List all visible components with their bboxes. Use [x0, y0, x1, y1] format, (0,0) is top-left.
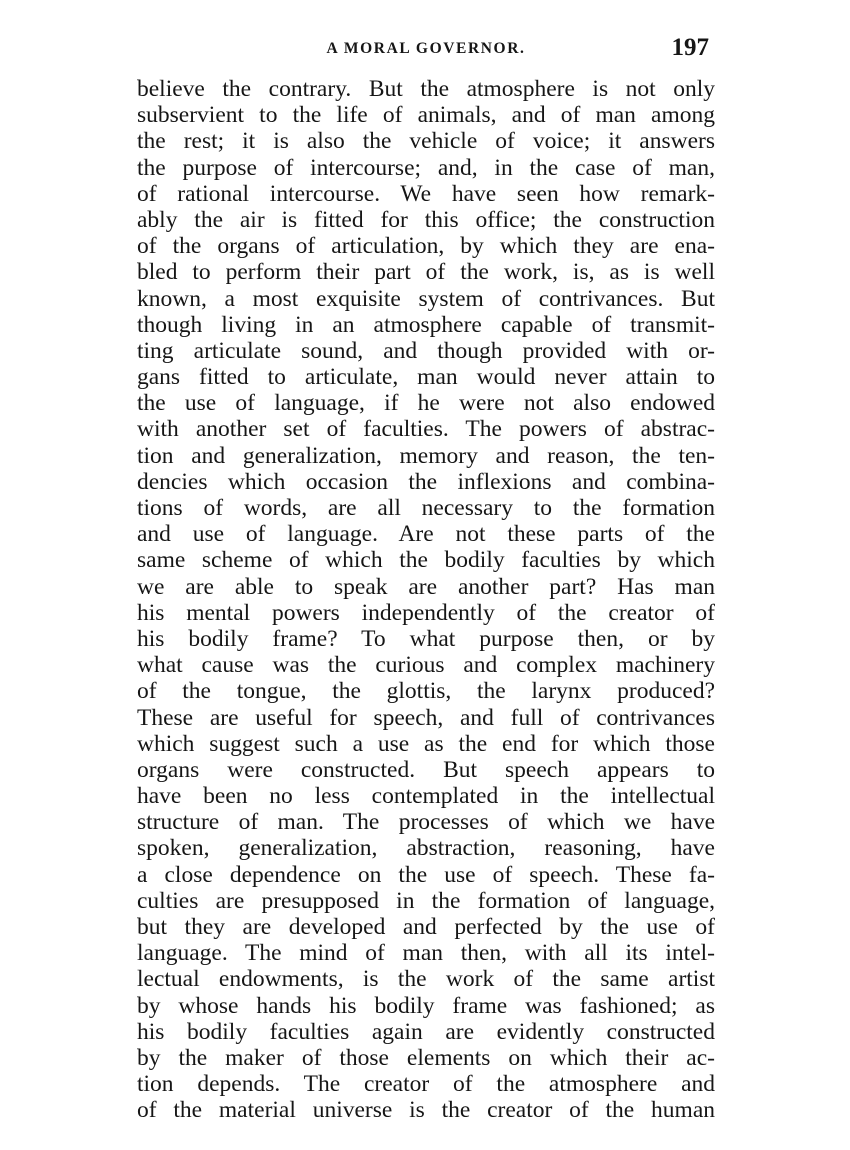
text-line: of the tongue, the glottis, the larynx produced?: [137, 678, 715, 705]
text-line: the use of language, if he were not also endowed: [137, 390, 715, 417]
text-line: known, a most exquisite system of contrivances. But: [137, 285, 715, 312]
text-line: language. The mind of man then, with all its intel-: [137, 940, 715, 967]
text-line: of the material universe is the creator of the human: [137, 1097, 715, 1124]
body-text: [137, 76, 715, 1124]
text-line: lectual endowments, is the work of the same artist: [137, 966, 715, 993]
text-line: his mental powers independently of the creator of: [137, 599, 715, 626]
text-line: tions of words, are all necessary to the formation: [137, 495, 715, 521]
text-line: of the organs of articulation, by which they are ena-: [137, 233, 715, 260]
text-line: These are useful for speech, and full of contrivances: [137, 704, 715, 731]
text-line: we are able to speak are another part? Has man: [137, 573, 715, 600]
text-line: same scheme of which the bodily faculties by which: [137, 547, 715, 574]
text-line: the rest; it is also the vehicle of voice; it answers: [137, 128, 715, 155]
text-line: bled to perform their part of the work, is, as is well: [137, 259, 715, 286]
text-line: his bodily frame? To what purpose then, or by: [137, 625, 715, 652]
text-line: with another set of faculties. The powers of abstrac-: [137, 416, 715, 443]
text-line: culties are presupposed in the formation of language,: [137, 887, 715, 914]
text-line: of rational intercourse. We have seen how remark-: [137, 180, 715, 207]
running-title: A MORAL GOVERNOR.: [326, 40, 526, 57]
text-line: have been no less contemplated in the intellectual: [137, 783, 715, 810]
text-line: spoken, generalization, abstraction, reasoning, have: [137, 835, 715, 862]
text-line: subservient to the life of animals, and of man among: [137, 102, 715, 129]
text-line: by whose hands his bodily frame was fashioned; as: [137, 992, 715, 1019]
text-line: tion depends. The creator of the atmosphere and: [137, 1071, 715, 1098]
text-line: dencies which occasion the inflexions and combina-: [137, 468, 715, 495]
text-line: believe the contrary. But the atmosphere is not only: [137, 76, 715, 102]
text-line: structure of man. The processes of which we have: [137, 809, 715, 836]
text-line: his bodily faculties again are evidently constructed: [137, 1018, 715, 1045]
text-line: by the maker of those elements on which their ac-: [137, 1044, 715, 1071]
text-line: but they are developed and perfected by the use of: [137, 914, 715, 940]
text-line: gans fitted to articulate, man would never attain to: [137, 364, 715, 391]
text-line: though living in an atmosphere capable of transmit-: [137, 311, 715, 338]
text-line: the purpose of intercourse; and, in the case of man,: [137, 154, 715, 181]
page-number: 197: [671, 34, 709, 61]
text-line: ably the air is fitted for this office; the construction: [137, 206, 715, 233]
text-line: ting articulate sound, and though provided with or-: [137, 337, 715, 364]
text-line: tion and generalization, memory and reason, the ten-: [137, 442, 715, 469]
text-line: which suggest such a use as the end for which those: [137, 730, 715, 757]
running-head: [137, 36, 715, 66]
text-line: a close dependence on the use of speech. These fa-: [137, 861, 715, 888]
text-line: organs were constructed. But speech appears to: [137, 756, 715, 783]
text-line: what cause was the curious and complex machinery: [137, 652, 715, 679]
text-line: and use of language. Are not these parts of the: [137, 521, 715, 548]
